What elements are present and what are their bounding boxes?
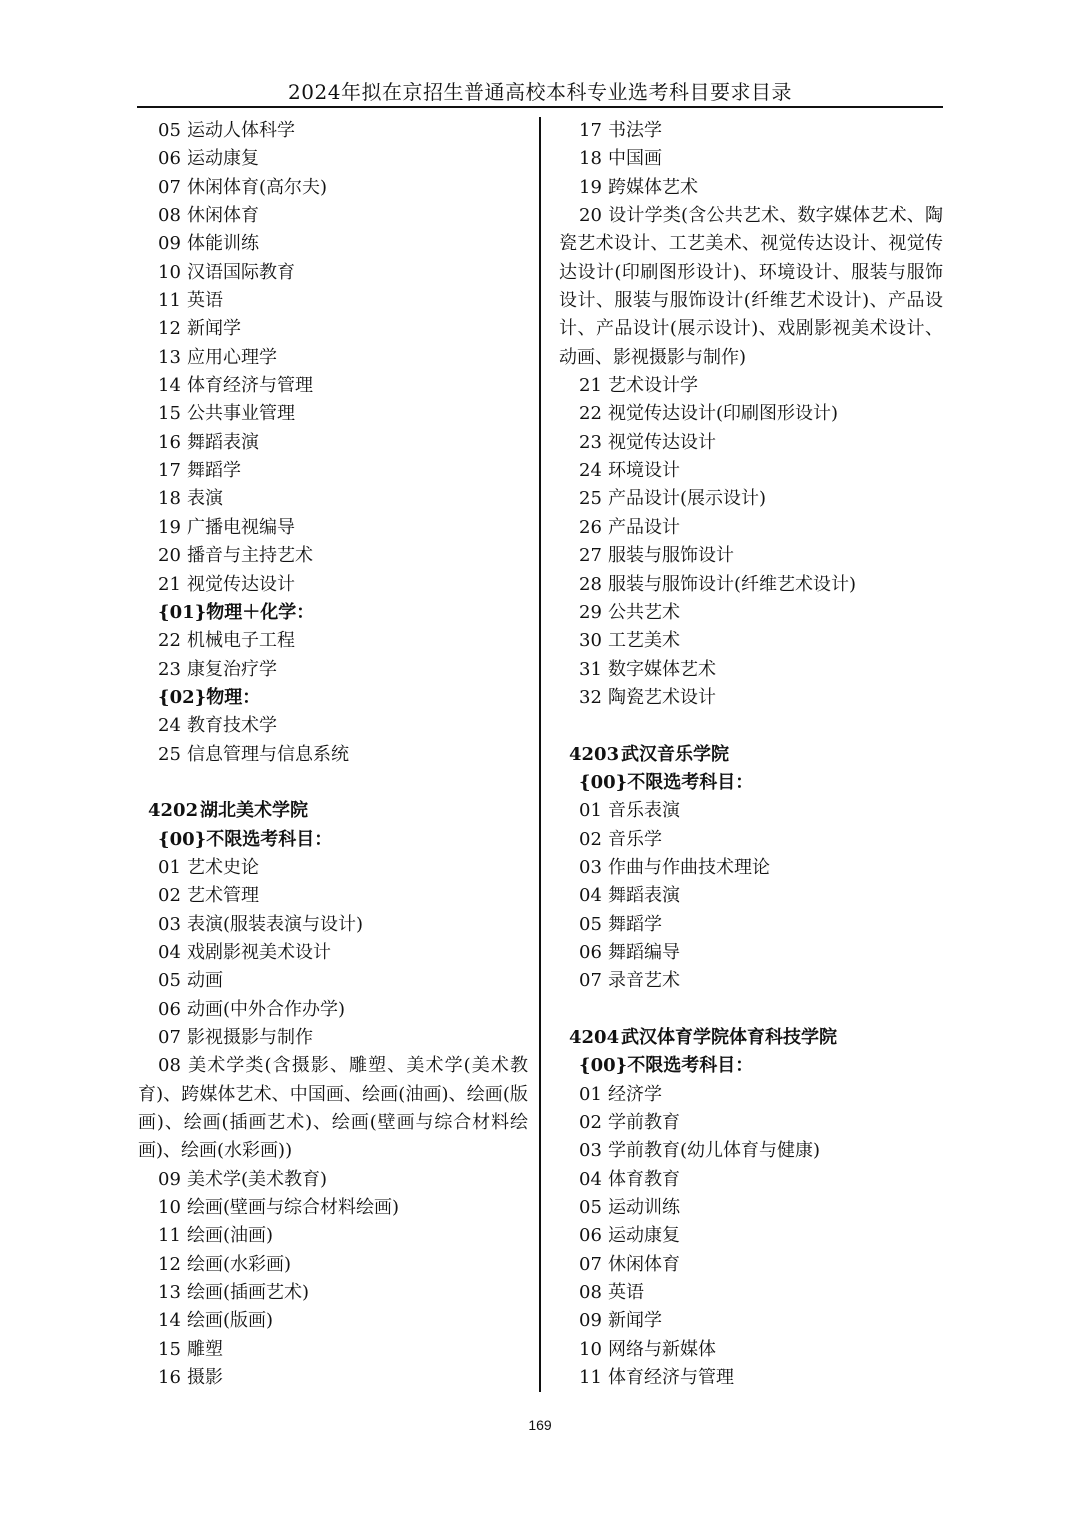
major-number: 10 (158, 1197, 181, 1219)
major-name: 舞蹈表演 (608, 885, 680, 907)
school-code: 4202 (148, 800, 199, 822)
major-name: 绘画(版画) (187, 1310, 274, 1332)
major-item (559, 542, 943, 570)
major-item (138, 741, 528, 769)
major-number: 04 (579, 1168, 602, 1190)
header-rule (137, 106, 943, 108)
major-name: 运动训练 (608, 1197, 680, 1219)
spacer (559, 712, 943, 740)
major-number: 23 (158, 658, 181, 680)
major-name: 绘画(油画) (187, 1225, 274, 1247)
major-item (559, 1279, 943, 1307)
major-name: 绘画(水彩画) (187, 1253, 292, 1275)
major-number: 18 (158, 488, 181, 510)
major-item (559, 599, 943, 627)
major-number: 32 (579, 686, 602, 708)
major-name: 公共艺术 (608, 601, 680, 623)
major-item (138, 1251, 528, 1279)
major-name: 中国画 (608, 148, 662, 170)
major-name: 动画(中外合作办学) (187, 998, 346, 1020)
major-name: 学前教育 (608, 1112, 680, 1134)
major-number: 07 (158, 1027, 181, 1048)
major-item (559, 627, 943, 655)
major-number: 19 (579, 176, 602, 198)
major-name: 艺术设计学 (608, 375, 698, 397)
major-item (138, 1166, 528, 1194)
major-item (138, 1279, 528, 1307)
major-name: 动画 (187, 970, 223, 992)
major-item (559, 1137, 943, 1165)
major-name: 休闲体育 (608, 1253, 680, 1275)
major-name: 戏剧影视美术设计 (187, 941, 331, 963)
major-name: 音乐学 (608, 828, 662, 850)
major-item (138, 712, 528, 740)
major-number: 25 (579, 488, 602, 510)
major-name: 视觉传达设计 (187, 573, 295, 595)
major-number: 22 (158, 630, 181, 652)
major-item (138, 174, 528, 202)
major-item-long (138, 1052, 528, 1165)
major-number: 13 (158, 346, 181, 368)
major-item (138, 967, 528, 995)
major-number: 12 (158, 318, 181, 340)
major-name: 公共事业管理 (187, 403, 295, 425)
major-item (559, 485, 943, 513)
major-number: 02 (579, 1112, 602, 1134)
major-number: 10 (579, 1338, 602, 1360)
major-name: 视觉传达设计 (608, 431, 716, 453)
major-name: 应用心理学 (187, 346, 277, 368)
major-item (559, 1166, 943, 1194)
school-heading (559, 741, 943, 769)
major-item (559, 429, 943, 457)
major-item (138, 1364, 528, 1392)
school-heading (138, 797, 528, 825)
major-number: 02 (579, 828, 602, 850)
major-item (138, 911, 528, 939)
major-number: 05 (579, 1197, 602, 1219)
major-name: 艺术管理 (187, 885, 259, 907)
major-item (138, 996, 528, 1024)
major-name: 服装与服饰设计(纤维艺术设计) (608, 573, 857, 595)
major-number: 13 (158, 1282, 181, 1304)
major-number: 21 (579, 375, 602, 397)
major-item (559, 684, 943, 712)
major-name: 播音与主持艺术 (187, 545, 313, 567)
major-item (138, 344, 528, 372)
major-item (559, 854, 943, 882)
major-item (559, 1194, 943, 1222)
spacer (559, 996, 943, 1024)
major-item (138, 571, 528, 599)
major-item (559, 1222, 943, 1250)
major-name: 体育教育 (608, 1168, 680, 1190)
major-item (559, 939, 943, 967)
subject-group-heading: {01}物理＋化学： (158, 601, 315, 623)
major-item (559, 457, 943, 485)
school-name: 湖北美术学院 (200, 800, 308, 822)
major-item (138, 457, 528, 485)
major-number: 31 (579, 658, 602, 680)
major-number: 03 (158, 913, 181, 935)
right-column (559, 117, 943, 1392)
major-name: 新闻学 (608, 1310, 662, 1332)
major-item (559, 882, 943, 910)
subject-group-heading: {00}不限选考科目： (579, 771, 754, 793)
major-name: 设计学类(含公共艺术、数字媒体艺术、陶瓷艺术设计、工艺美术、视觉传达设计、视觉传达设计(印刷图形设计)、环境设计、服装与服饰设计、服装与服饰设计(纤维艺术设计)、产品设计、产品设计(展示设计)、戏剧影视美术设计、动画、影视摄影与制作) (559, 205, 943, 368)
major-number: 14 (158, 375, 181, 397)
subject-group-heading: {02}物理： (158, 686, 261, 708)
major-number: 04 (158, 941, 181, 963)
major-name: 音乐表演 (608, 800, 680, 822)
major-name: 影视摄影与制作 (187, 1027, 313, 1048)
major-item (138, 1024, 528, 1052)
major-item (138, 429, 528, 457)
major-item (559, 117, 943, 145)
spacer (138, 769, 528, 797)
major-number: 16 (158, 431, 181, 453)
major-item (138, 1307, 528, 1335)
major-number: 08 (579, 1282, 602, 1304)
major-number: 06 (579, 1225, 602, 1247)
major-number: 17 (579, 120, 602, 141)
major-name: 运动康复 (608, 1225, 680, 1247)
major-name: 美术学(美术教育) (187, 1168, 328, 1190)
school-name: 武汉体育学院体育科技学院 (621, 1027, 837, 1048)
major-number: 08 (158, 1055, 181, 1077)
major-number: 03 (579, 856, 602, 878)
major-name: 产品设计 (608, 516, 680, 538)
major-item (559, 656, 943, 684)
major-item (559, 826, 943, 854)
major-number: 27 (579, 545, 602, 567)
major-number: 20 (158, 545, 181, 567)
major-name: 环境设计 (608, 460, 680, 482)
major-name: 经济学 (608, 1083, 662, 1105)
major-name: 网络与新媒体 (608, 1338, 716, 1360)
major-name: 休闲体育(高尔夫) (187, 176, 328, 198)
major-name: 学前教育(幼儿体育与健康) (608, 1140, 821, 1162)
major-name: 体育经济与管理 (187, 375, 313, 397)
major-number: 06 (579, 941, 602, 963)
major-name: 书法学 (608, 120, 662, 141)
major-number: 05 (579, 913, 602, 935)
major-number: 29 (579, 601, 602, 623)
major-item (559, 145, 943, 173)
major-number: 11 (579, 1367, 602, 1389)
major-list (559, 797, 943, 995)
major-name: 表演(服装表演与设计) (187, 913, 364, 935)
major-item (138, 627, 528, 655)
major-name: 广播电视编导 (187, 516, 295, 538)
major-list (138, 627, 528, 684)
major-name: 舞蹈编导 (608, 941, 680, 963)
major-item-long (559, 202, 943, 372)
major-item (559, 1081, 943, 1109)
major-number: 07 (579, 970, 602, 992)
major-number: 06 (158, 998, 181, 1020)
major-number: 11 (158, 290, 181, 312)
page-header-title: 2024年拟在京招生普通高校本科专业选考科目要求目录 (288, 80, 792, 104)
major-item (138, 1194, 528, 1222)
major-number: 24 (158, 715, 181, 737)
left-column (138, 117, 528, 1392)
major-name: 摄影 (187, 1367, 223, 1389)
major-number: 10 (158, 261, 181, 283)
major-number: 14 (158, 1310, 181, 1332)
major-item (138, 1336, 528, 1364)
major-item (138, 400, 528, 428)
major-item (559, 1336, 943, 1364)
major-item (559, 571, 943, 599)
major-item (138, 854, 528, 882)
major-item (559, 967, 943, 995)
major-number: 03 (579, 1140, 602, 1162)
major-name: 休闲体育 (187, 205, 259, 227)
major-name: 体能训练 (187, 233, 259, 255)
major-name: 英语 (187, 290, 223, 312)
major-item (138, 656, 528, 684)
major-number: 30 (579, 630, 602, 652)
major-name: 康复治疗学 (187, 658, 277, 680)
major-item (559, 797, 943, 825)
major-list (138, 1166, 528, 1393)
major-number: 28 (579, 573, 602, 595)
major-item (138, 315, 528, 343)
major-name: 舞蹈学 (608, 913, 662, 935)
major-name: 运动康复 (187, 148, 259, 170)
major-item (559, 1251, 943, 1279)
major-name: 舞蹈表演 (187, 431, 259, 453)
major-item (138, 259, 528, 287)
major-name: 视觉传达设计(印刷图形设计) (608, 403, 839, 425)
school-heading (559, 1024, 943, 1052)
major-name: 数字媒体艺术 (608, 658, 716, 680)
major-name: 体育经济与管理 (608, 1367, 734, 1389)
major-number: 12 (158, 1253, 181, 1275)
major-name: 运动人体科学 (187, 120, 295, 141)
major-name: 舞蹈学 (187, 460, 241, 482)
major-list (138, 712, 528, 769)
major-list (559, 117, 943, 202)
major-name: 新闻学 (187, 318, 241, 340)
major-name: 作曲与作曲技术理论 (608, 856, 770, 878)
major-name: 表演 (187, 488, 223, 510)
major-name: 艺术史论 (187, 856, 259, 878)
major-item (138, 1222, 528, 1250)
major-number: 11 (158, 1225, 181, 1247)
major-number: 23 (579, 431, 602, 453)
subject-group-heading: {00}不限选考科目： (579, 1055, 754, 1077)
major-item (138, 372, 528, 400)
major-list (559, 372, 943, 712)
major-number: 15 (158, 403, 181, 425)
major-number: 01 (579, 1083, 602, 1105)
major-list (138, 854, 528, 1052)
page-number: 169 (528, 1417, 552, 1433)
major-number: 19 (158, 516, 181, 538)
major-item (559, 911, 943, 939)
major-number: 07 (579, 1253, 602, 1275)
major-number: 02 (158, 885, 181, 907)
major-number: 08 (158, 205, 181, 227)
major-item (138, 287, 528, 315)
major-item (138, 230, 528, 258)
major-name: 信息管理与信息系统 (187, 743, 349, 765)
major-list (559, 1081, 943, 1393)
major-number: 16 (158, 1367, 181, 1389)
major-item (138, 542, 528, 570)
major-number: 21 (158, 573, 181, 595)
major-item (138, 485, 528, 513)
major-item (138, 882, 528, 910)
major-number: 20 (579, 205, 602, 227)
major-number: 09 (158, 233, 181, 255)
major-item (138, 939, 528, 967)
major-name: 美术学类(含摄影、雕塑、美术学(美术教育)、跨媒体艺术、中国画、绘画(油画)、绘画(版画)、绘画(插画艺术)、绘画(壁画与综合材料绘画)、绘画(水彩画)) (138, 1055, 528, 1162)
major-item (559, 400, 943, 428)
major-name: 英语 (608, 1282, 644, 1304)
major-number: 26 (579, 516, 602, 538)
major-number: 15 (158, 1338, 181, 1360)
major-name: 跨媒体艺术 (608, 176, 698, 198)
major-item (559, 1109, 943, 1137)
major-item (559, 514, 943, 542)
major-number: 17 (158, 460, 181, 482)
major-item (138, 117, 528, 145)
major-number: 09 (579, 1310, 602, 1332)
major-number: 07 (158, 176, 181, 198)
major-item (138, 145, 528, 173)
major-number: 22 (579, 403, 602, 425)
column-divider (539, 117, 541, 1392)
major-number: 05 (158, 970, 181, 992)
major-name: 教育技术学 (187, 715, 277, 737)
major-list (138, 117, 528, 599)
major-item (138, 202, 528, 230)
major-name: 陶瓷艺术设计 (608, 686, 716, 708)
school-code: 4204 (569, 1027, 620, 1048)
major-name: 绘画(插画艺术) (187, 1282, 310, 1304)
school-code: 4203 (569, 743, 620, 765)
major-number: 24 (579, 460, 602, 482)
major-name: 雕塑 (187, 1338, 223, 1360)
major-number: 06 (158, 148, 181, 170)
major-number: 25 (158, 743, 181, 765)
school-name: 武汉音乐学院 (621, 743, 729, 765)
major-name: 录音艺术 (608, 970, 680, 992)
major-number: 01 (579, 800, 602, 822)
major-name: 服装与服饰设计 (608, 545, 734, 567)
major-name: 绘画(壁画与综合材料绘画) (187, 1197, 400, 1219)
major-item (559, 174, 943, 202)
major-item (559, 1307, 943, 1335)
major-item (559, 372, 943, 400)
major-number: 18 (579, 148, 602, 170)
major-item (138, 514, 528, 542)
major-number: 04 (579, 885, 602, 907)
major-number: 05 (158, 120, 181, 141)
major-item (559, 1364, 943, 1392)
major-number: 01 (158, 856, 181, 878)
major-name: 产品设计(展示设计) (608, 488, 767, 510)
major-number: 09 (158, 1168, 181, 1190)
major-name: 工艺美术 (608, 630, 680, 652)
subject-group-heading: {00}不限选考科目： (158, 828, 333, 850)
major-name: 汉语国际教育 (187, 261, 295, 283)
major-name: 机械电子工程 (187, 630, 295, 652)
